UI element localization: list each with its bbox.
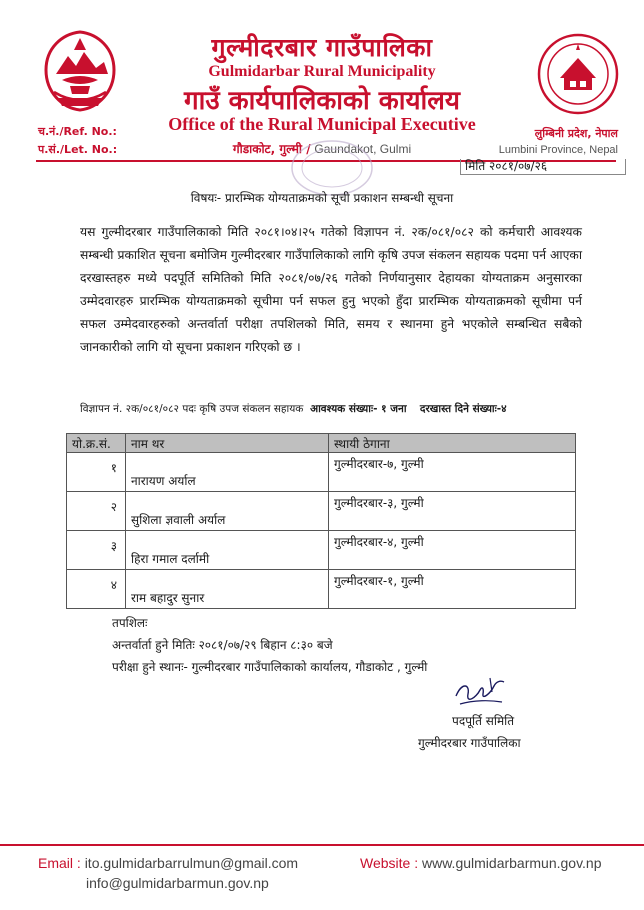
email-link-primary[interactable]: ito.gulmidarbarrulmun@gmail.com	[84, 855, 299, 871]
row-serial: १	[67, 453, 126, 492]
table-header-row	[67, 434, 576, 453]
row-name: सुशिला ज्ञवाली अर्याल	[126, 492, 329, 531]
row-name: नारायण अर्याल	[126, 453, 329, 492]
interview-details	[112, 612, 427, 678]
email-label: Email :	[38, 855, 81, 871]
application-count: दरखास्त दिने संख्याः-४	[419, 403, 507, 415]
row-address: गुल्मीदरबार-७, गुल्मी	[329, 453, 576, 492]
website-label: Website :	[360, 855, 419, 871]
row-name: राम बहादुर सुनार	[126, 570, 329, 609]
header-serial: यो.क्र.सं.	[67, 434, 126, 453]
interview-date: अन्तर्वार्ता हुने मितिः २०८१/०७/२९ बिहान ८:३० बजे	[112, 638, 333, 652]
ref-no-label: च.नं./Ref. No.:	[38, 125, 117, 138]
province-english: Lumbini Province, Nepal	[498, 144, 618, 156]
address-nepali: गौडाकोट, गुल्मी /	[232, 142, 311, 156]
address-english: Gaundakot, Gulmi	[314, 142, 412, 156]
candidate-table	[66, 433, 576, 609]
ad-number: विज्ञापन नं. २क/०८१/०८२ पदः कृषि उपज संकलन सहायक	[80, 403, 304, 415]
subject-line: विषयः- प्रारम्भिक योग्यताक्रमको सूची प्रकाशन सम्बन्धी सूचना	[190, 191, 454, 205]
signatory-municipality: गुल्मीदरबार गाउँपालिका	[418, 736, 521, 750]
table-row	[67, 531, 576, 570]
table-row	[67, 492, 576, 531]
row-address: गुल्मीदरबार-१, गुल्मी	[329, 570, 576, 609]
table-row	[67, 570, 576, 609]
signature-icon	[450, 674, 510, 712]
footer-email-primary	[38, 855, 298, 871]
email-link-secondary[interactable]: info@gulmidarbarmun.gov.np	[86, 875, 269, 891]
footer-website	[360, 855, 602, 871]
office-name-nepali: गाउँ कार्यपालिकाको कार्यालय	[184, 86, 460, 116]
signatory-committee: पदपूर्ति समिति	[452, 714, 515, 728]
exam-place: परीक्षा हुने स्थानः- गुल्मीदरबार गाउँपालिकाको कार्यालय, गौडाकोट , गुल्मी	[112, 660, 428, 674]
row-address: गुल्मीदरबार-३, गुल्मी	[329, 492, 576, 531]
province-block	[499, 126, 618, 156]
office-name-english: Office of the Rural Municipal Executive	[168, 114, 476, 134]
province-nepali: लुम्बिनी प्रदेश, नेपाल	[534, 127, 618, 140]
notice-paragraph: यस गुल्मीदरबार गाउँपालिकाको मिति २०८१।०४।२५ गतेको विज्ञापन नं. २क/०८१/०८२ को कर्मचारी आवश्यक सम्बन्धी प्रकाशित सूचना बमोजिम गुल्मीदरबार गाउँपालिकाको लागि कृषि उपज संकलन सहायक पदमा पर्न आएका दरखास्तहरु मध्ये पदपूर्ति समितिको मिति २०८१/०७/२६ गतेको निर्णयानुसार देहायका योग्यताक्रम अनुसारका उम्मेदवारहरु प्रारम्भिक योग्यताक्रमको सूचीमा पर्न सफल हुनु भएको हुँदा प्रारम्भिक योग्यताक्रमको सूचीमा पर्न सफल उम्मेदवारहरुको अन्तर्वार्ता परीक्षा तपशिलको मिति, समय र स्थानमा हुने भएकोले सम्बन्धित सबैको जानकारीको लागि यो सूचना प्रकाशन गरिएको छ ।	[80, 225, 582, 354]
header-address: स्थायी ठेगाना	[329, 434, 576, 453]
row-serial: २	[67, 492, 126, 531]
footer-email-secondary	[86, 875, 269, 891]
advertisement-line	[80, 402, 507, 416]
org-name-english: Gulmidarbar Rural Municipality	[208, 63, 436, 80]
footer-divider	[0, 844, 644, 846]
header-name: नाम थर	[126, 434, 329, 453]
letter-date: मिति २०८१/०७/२६	[460, 159, 626, 175]
row-serial: ४	[67, 570, 126, 609]
org-name-nepali: गुल्मीदरबार गाउँपालिका	[211, 33, 433, 62]
letter-no-label: प.सं./Let. No.:	[38, 143, 118, 156]
table-row	[67, 453, 576, 492]
row-address: गुल्मीदरबार-४, गुल्मी	[329, 531, 576, 570]
website-link[interactable]: www.gulmidarbarmun.gov.np	[422, 855, 602, 871]
details-heading: तपशिलः	[112, 616, 148, 630]
row-name: हिरा गमाल दर्लामी	[126, 531, 329, 570]
row-serial: ३	[67, 531, 126, 570]
municipality-seal-icon	[536, 32, 620, 116]
required-count: आवश्यक संख्याः- १ जना	[310, 403, 407, 415]
